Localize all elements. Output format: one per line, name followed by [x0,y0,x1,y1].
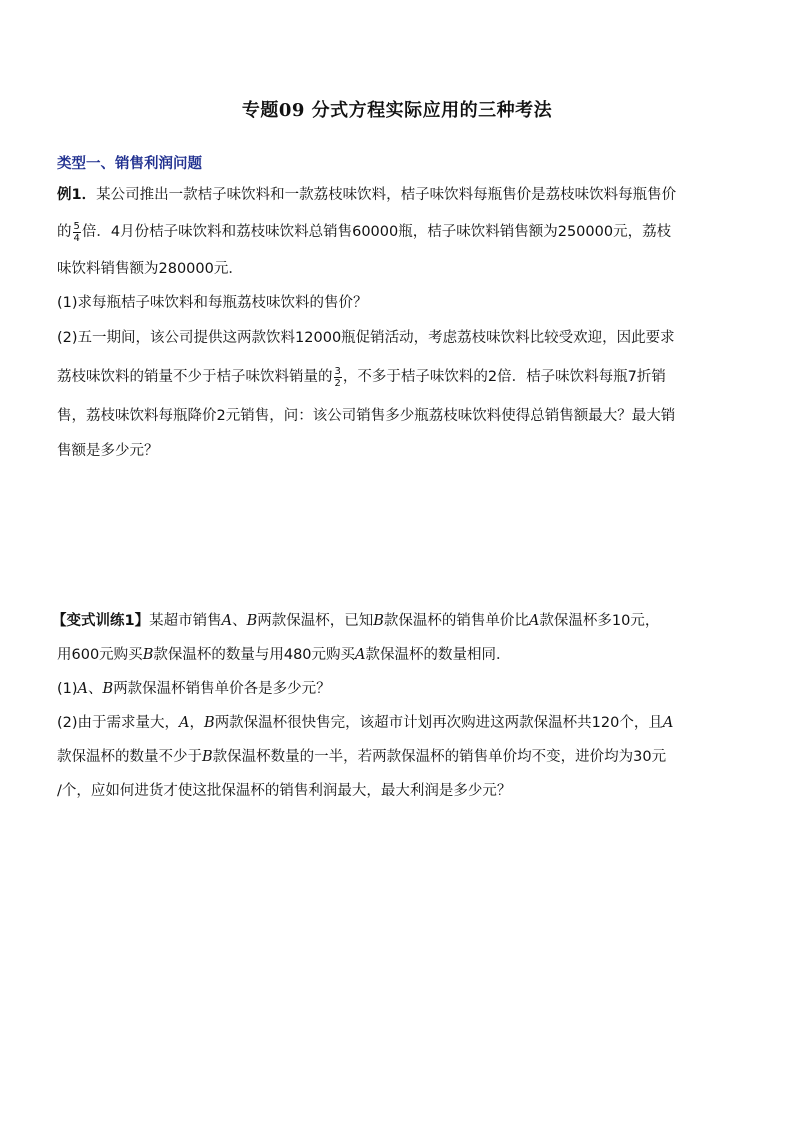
separator: 、 [232,613,247,629]
example-1 [57,178,747,468]
variable-a: A [662,715,674,731]
variant-1-text: (2)由于需求量大， [57,715,180,731]
section-heading-sales-profit: 类型一、销售利润问题 [57,156,202,172]
example-1-question-1: (1)求每瓶桔子味饮料和每瓶荔枝味饮料的售价？ [57,295,368,311]
variable-a: A [77,681,89,697]
example-1-q2-text-a: 荔枝味饮料的销量不少于桔子味饮料销量的 [57,369,333,385]
variable-b: B [373,613,384,629]
variant-1-text: 两款保温杯，已知 [257,613,374,629]
page-title: 专题09 分式方程实际应用的三种考法 [241,100,553,121]
variable-a: A [355,647,366,663]
example-1-text-2a: 的 [57,224,72,240]
variable-b: B [102,681,114,697]
variable-b: B [204,715,215,731]
variant-1-text: 款保温杯数量的一半，若两款保温杯的销售单价均不变，进价均为30元 [212,749,667,765]
example-1-line-2 [57,212,747,252]
example-1-question-2-line-3: 售，荔枝味饮料每瓶降价2元销售，问：该公司销售多少瓶荔枝味饮料使得总销售额最大？最大销 [57,408,676,424]
variant-1-text: 两款保温杯销售单价各是多少元？ [113,681,331,697]
variant-1-line-1 [52,604,742,638]
variant-1-text: 款保温杯的数量不少于 [57,749,202,765]
example-1-question-2-line-2 [57,356,747,398]
fraction-denominator: 4 [73,232,80,244]
separator: 、 [88,681,103,697]
example-1-text-2b: 倍．4月份桔子味饮料和荔枝味饮料总销售60000瓶，桔子味饮料销售额为250000元，荔枝 [81,224,672,240]
variant-1-text: 款保温杯多10元， [539,613,660,629]
variable-a: A [528,613,540,629]
fraction-five-fourths [73,221,81,244]
variant-1-question-2-line-1 [52,706,742,740]
example-1-q2-text-b: ，不多于桔子味饮料的2倍．桔子味饮料每瓶7折销 [342,369,666,385]
fraction-denominator: 2 [334,377,341,389]
fraction-numerator: 5 [73,220,80,232]
variable-b: B [142,647,154,663]
fraction-three-halves [334,366,342,389]
variant-1-label: 【变式训练1】 [52,613,150,629]
example-1-question-2-line-1: (2)五一期间，该公司提供这两款饮料12000瓶促销活动，考虑荔枝味饮料比较受欢迎，因此要求 [57,330,675,346]
variant-1-text: 款保温杯的销售单价比 [383,613,529,629]
example-1-line-3: 味饮料销售额为280000元． [57,261,243,277]
variant-1-text: 某超市销售 [149,613,222,629]
example-1-text-1: 某公司推出一款桔子味饮料和一款荔枝味饮料，桔子味饮料每瓶售价是荔枝味饮料每瓶售价 [96,187,677,203]
variable-b: B [202,749,213,765]
example-1-label: 例1． [57,187,97,203]
example-1-line-1 [57,178,747,212]
variant-1-text: 款保温杯的数量与用480元购买 [153,647,356,663]
separator: ， [189,715,205,731]
variant-1-text: 款保温杯的数量相同． [365,647,511,663]
variable-a: A [179,715,190,731]
variable-b: B [246,613,258,629]
variant-1-question-2-line-2 [52,740,742,774]
variant-1-question-1 [52,672,742,706]
variant-training-1 [52,604,742,808]
variable-a: A [221,613,233,629]
fraction-numerator: 3 [334,365,341,377]
variant-1-question-2-line-3: /个，应如何进货才使这批保温杯的销售利润最大，最大利润是多少元？ [57,783,512,799]
variant-1-text: 用600元购买 [57,647,143,663]
variant-1-line-2 [52,638,742,672]
example-1-question-2-line-4: 售额是多少元？ [57,443,159,459]
question-number: (1) [57,681,78,697]
variant-1-text: 两款保温杯很快售完，该超市计划再次购进这两款保温杯共120个，且 [214,715,663,731]
